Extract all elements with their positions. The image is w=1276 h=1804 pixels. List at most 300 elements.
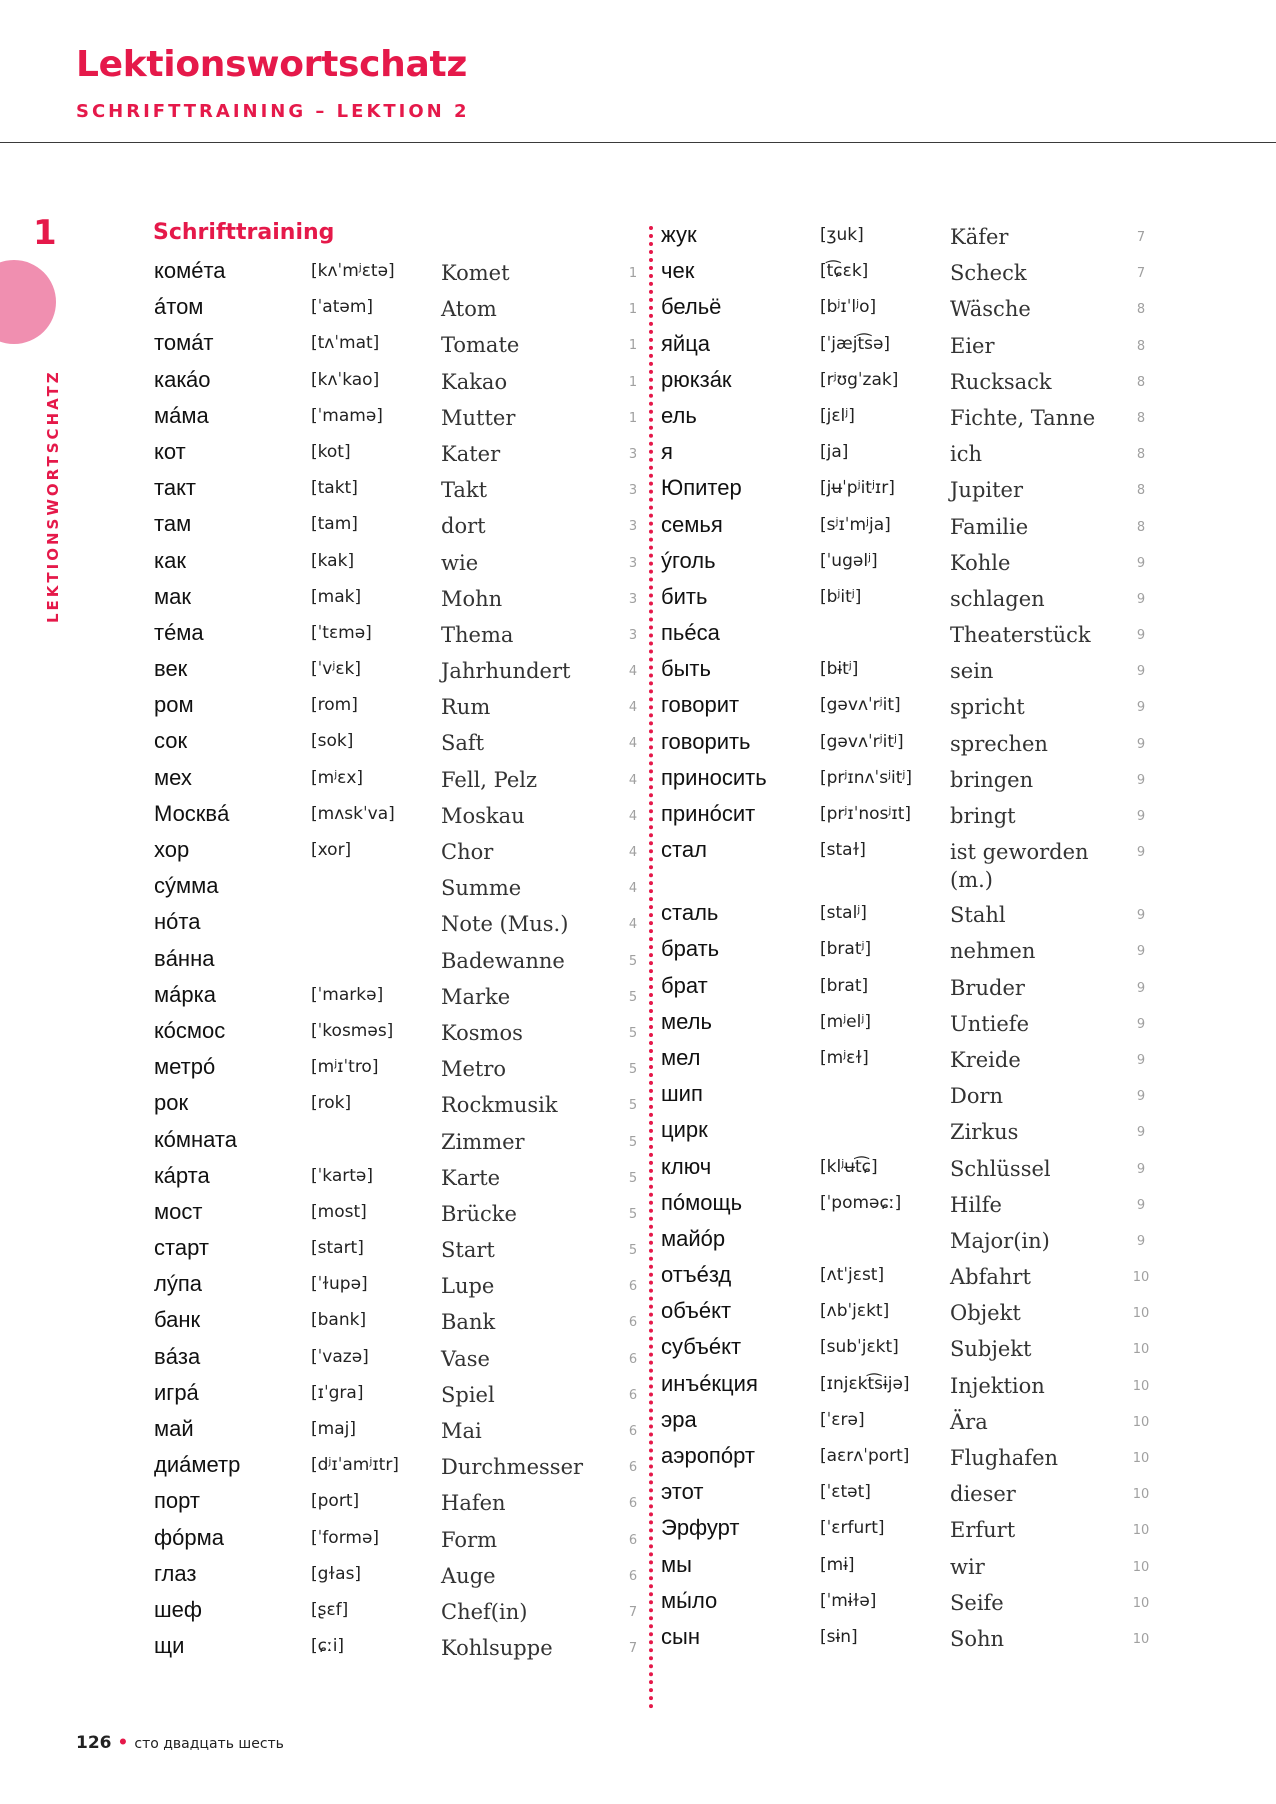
german-translation: Abfahrt — [950, 1265, 1031, 1290]
ipa-transcription: [brat] — [820, 975, 869, 996]
german-translation: Scheck — [950, 261, 1027, 286]
lesson-number: 9 — [1136, 736, 1146, 752]
russian-word: ром — [154, 692, 194, 718]
russian-word: ключ — [661, 1153, 712, 1179]
vocab-entry — [154, 1342, 644, 1378]
ipa-transcription: [tʌˈmat] — [311, 333, 380, 354]
russian-word: нóта — [154, 909, 201, 935]
lesson-number: 5 — [628, 1025, 638, 1041]
lesson-number: 9 — [1136, 845, 1146, 861]
ipa-transcription: [xor] — [311, 840, 352, 860]
german-translation: bringt — [950, 804, 1016, 828]
vocab-entry — [154, 1378, 644, 1414]
vocab-entry — [661, 1296, 1161, 1332]
vocab-entry — [661, 898, 1161, 934]
german-translation: Rockmusik — [441, 1093, 558, 1118]
vocab-entry — [154, 618, 644, 654]
russian-word: инъéкция — [661, 1370, 758, 1396]
german-translation: Note (Mus.) — [441, 912, 569, 937]
lesson-number: 8 — [1136, 483, 1146, 499]
german-translation: Injektion — [950, 1373, 1045, 1398]
ipa-transcription: [ˈkartə] — [311, 1165, 374, 1186]
vocab-entry — [154, 1161, 644, 1197]
russian-word: шип — [661, 1081, 703, 1107]
russian-word: этот — [661, 1479, 704, 1505]
lesson-number: 10 — [1132, 1451, 1150, 1466]
vocab-entry — [661, 256, 1161, 292]
ipa-transcription: [ˈvʲɛk] — [311, 659, 362, 680]
lesson-number: 9 — [1136, 980, 1146, 996]
lesson-number: 9 — [1136, 944, 1146, 960]
ipa-transcription: [ɪnjɛkt͡sɨjə] — [820, 1373, 910, 1394]
german-translation: spricht — [950, 695, 1025, 720]
lesson-number: 6 — [628, 1496, 638, 1512]
russian-word: кóмната — [154, 1126, 237, 1152]
vocab-entry — [154, 1052, 644, 1088]
lesson-number: 7 — [1136, 266, 1146, 282]
lesson-number: 6 — [628, 1532, 638, 1548]
german-translation: Rum — [441, 695, 491, 720]
lesson-number: 1 — [628, 410, 638, 426]
page-number-words: сто двадцать шесть — [134, 1736, 284, 1752]
ipa-transcription: [t͡ɕɛk] — [820, 261, 869, 282]
lesson-number: 4 — [628, 917, 638, 933]
lesson-number: 1 — [628, 338, 638, 354]
lesson-number: 10 — [1132, 1595, 1150, 1611]
ipa-transcription: [gəvʌˈrʲit] — [820, 695, 901, 716]
vocab-entry — [661, 1079, 1161, 1115]
ipa-transcription: [ja] — [820, 442, 849, 463]
lesson-number: 6 — [628, 1279, 638, 1295]
german-translation: Brücke — [441, 1201, 517, 1226]
vocab-entry — [661, 835, 1161, 898]
vocab-entry — [154, 799, 644, 835]
lesson-number: 8 — [1136, 447, 1146, 463]
ipa-transcription: [sɨn] — [820, 1626, 858, 1647]
vocab-entry — [154, 437, 644, 473]
ipa-transcription: [prʲɪnʌˈsʲitʲ] — [820, 767, 913, 788]
german-translation: Form — [441, 1527, 498, 1552]
lesson-number: 5 — [628, 953, 638, 969]
vocab-entry — [154, 582, 644, 618]
ipa-transcription: [bratʲ] — [820, 939, 872, 960]
russian-word: ель — [661, 402, 697, 428]
vocab-entry — [661, 1043, 1161, 1079]
russian-word: сын — [661, 1623, 700, 1649]
vocab-entry — [154, 1631, 644, 1667]
lesson-number: 10 — [1132, 1559, 1150, 1575]
german-translation: Familie — [950, 514, 1029, 539]
german-translation: Marke — [441, 984, 511, 1009]
german-translation: Fichte, Tanne — [950, 405, 1096, 430]
lesson-number: 9 — [1136, 1016, 1146, 1032]
german-translation: Theaterstück — [950, 623, 1091, 648]
lesson-number: 4 — [628, 845, 638, 860]
russian-word: вáнна — [154, 945, 215, 971]
vocab-entry — [661, 329, 1161, 365]
vocab-entry — [154, 328, 644, 364]
lesson-number: 9 — [1136, 555, 1146, 571]
ipa-transcription: [aɛrʌˈport] — [820, 1446, 910, 1466]
ipa-transcription: [rok] — [311, 1093, 352, 1114]
vocab-entry — [661, 727, 1161, 763]
lesson-number: 5 — [628, 1098, 638, 1114]
german-translation: Saft — [441, 731, 485, 756]
russian-word: объéкт — [661, 1298, 732, 1324]
vocab-entry — [154, 473, 644, 509]
vocab-entry — [154, 401, 644, 437]
vocab-entry — [661, 1224, 1161, 1260]
vocab-entry — [661, 1513, 1161, 1549]
german-translation: Karte — [441, 1165, 501, 1190]
russian-word: мель — [661, 1008, 712, 1034]
vocab-entry — [661, 1441, 1161, 1477]
russian-word: кáрта — [154, 1162, 210, 1188]
russian-word: цирк — [661, 1117, 708, 1143]
ipa-transcription: [subˈjɛkt] — [820, 1337, 899, 1358]
russian-word: бельё — [661, 294, 722, 320]
vocab-entry — [154, 509, 644, 545]
lesson-number: 1 — [628, 266, 638, 281]
ipa-transcription: [start] — [311, 1238, 364, 1259]
russian-word: диáметр — [154, 1452, 241, 1478]
russian-word: мост — [154, 1198, 203, 1224]
german-translation: Rucksack — [950, 369, 1052, 394]
vocab-entry — [154, 1559, 644, 1595]
russian-word: чек — [661, 258, 695, 284]
russian-word: мы́ло — [661, 1587, 718, 1613]
vocab-entry — [154, 1414, 644, 1450]
ipa-transcription: [bɨtʲ] — [820, 659, 859, 680]
german-translation: Durchmesser — [441, 1455, 584, 1480]
chapter-number: 1 — [33, 213, 57, 253]
lesson-number: 3 — [628, 483, 638, 499]
ipa-transcription: [ˈformə] — [311, 1527, 380, 1548]
lesson-number: 9 — [1136, 772, 1146, 788]
german-translation: Atom — [441, 297, 497, 322]
column-divider — [649, 226, 653, 1710]
vocab-entry — [661, 690, 1161, 726]
german-translation: Thema — [441, 622, 514, 647]
german-translation: wir — [950, 1554, 985, 1579]
russian-word: рок — [154, 1090, 189, 1116]
lesson-number: 7 — [628, 1604, 638, 1620]
ipa-transcription: [ˈmamə] — [311, 405, 383, 426]
german-translation: Seife — [950, 1590, 1004, 1615]
lesson-number: 3 — [628, 627, 638, 643]
german-translation: Auge — [441, 1563, 496, 1588]
ipa-transcription: [bʲitʲ] — [820, 586, 862, 607]
russian-word: такт — [154, 475, 197, 501]
ipa-transcription: [klʲʉt͡ɕ] — [820, 1156, 878, 1177]
vocab-entry — [661, 582, 1161, 618]
ipa-transcription: [tam] — [311, 514, 358, 535]
russian-word: пóмощь — [661, 1189, 743, 1215]
lesson-number: 7 — [1136, 230, 1146, 245]
vocab-entry — [154, 726, 644, 762]
lesson-number: 9 — [1136, 1161, 1146, 1177]
lesson-number: 1 — [628, 302, 638, 318]
russian-word: там — [154, 511, 192, 537]
vocab-entry — [661, 292, 1161, 328]
vocab-entry — [661, 654, 1161, 690]
page-number: 126 — [76, 1733, 112, 1753]
vocab-entry — [154, 835, 644, 871]
german-translation: Dorn — [950, 1084, 1004, 1109]
german-translation: Start — [441, 1238, 495, 1263]
german-translation: Summe — [441, 876, 522, 901]
german-translation: wie — [441, 550, 479, 575]
russian-word: Москвá — [154, 800, 230, 826]
vocab-entry — [661, 1188, 1161, 1224]
vocab-entry — [154, 365, 644, 401]
german-translation: Stahl — [950, 903, 1006, 928]
vocab-entry — [661, 365, 1161, 401]
german-translation: Mai — [441, 1419, 482, 1443]
vocab-entry — [154, 1305, 644, 1341]
russian-word: бить — [661, 583, 708, 609]
lesson-number: 3 — [628, 519, 638, 535]
lesson-number: 6 — [628, 1568, 638, 1584]
lesson-number: 1 — [628, 374, 638, 390]
russian-word: мак — [154, 583, 191, 609]
lesson-number: 6 — [628, 1460, 638, 1476]
german-translation: Tomate — [441, 333, 520, 358]
german-translation: Schlüssel — [950, 1156, 1051, 1181]
vocab-entry — [154, 1088, 644, 1124]
german-translation: nehmen — [950, 939, 1036, 964]
russian-word: жук — [661, 222, 697, 247]
vocab-entry — [661, 401, 1161, 437]
vocab-entry — [154, 1233, 644, 1269]
page-title: Lektionswortschatz — [76, 44, 468, 85]
vocab-entry — [661, 1405, 1161, 1441]
german-translation: Chor — [441, 840, 494, 864]
ipa-transcription: [ʂɛf] — [311, 1599, 349, 1620]
footer-bullet: • — [117, 1733, 129, 1753]
lesson-number: 6 — [628, 1387, 638, 1403]
russian-word: какáо — [154, 366, 211, 392]
russian-word: щи — [154, 1633, 185, 1659]
lesson-number: 10 — [1132, 1270, 1150, 1286]
german-translation: Takt — [441, 478, 488, 503]
ipa-transcription: [mʲɛɫ] — [820, 1047, 869, 1068]
vocab-entry — [154, 944, 644, 980]
german-translation: Kosmos — [441, 1020, 523, 1045]
ipa-transcription: [takt] — [311, 478, 358, 499]
german-translation: Zimmer — [441, 1129, 525, 1154]
lesson-number: 3 — [628, 446, 638, 462]
lesson-number: 4 — [628, 664, 638, 680]
russian-word: кот — [154, 438, 186, 464]
vocab-entry — [154, 1450, 644, 1486]
ipa-transcription: [ʒuk] — [820, 225, 864, 245]
section-title: Schrifttraining — [153, 220, 335, 245]
german-translation: Objekt — [950, 1301, 1021, 1326]
ipa-transcription: [sok] — [311, 731, 354, 752]
german-translation: Bruder — [950, 975, 1025, 1000]
vocab-entry — [661, 618, 1161, 654]
vocab-entry — [154, 1486, 644, 1522]
ipa-transcription: [gəvʌˈrʲitʲ] — [820, 731, 904, 752]
lesson-number: 8 — [1136, 302, 1146, 318]
ipa-transcription: [kak] — [311, 550, 355, 571]
vocab-entry — [661, 546, 1161, 582]
russian-word: тéма — [154, 619, 204, 645]
russian-word: Юпитер — [661, 475, 742, 501]
ipa-transcription: [ˈtɛmə] — [311, 622, 372, 643]
ipa-transcription: [sʲɪˈmʲja] — [820, 514, 891, 535]
vocab-entry — [661, 1115, 1161, 1151]
russian-word: быть — [661, 656, 711, 682]
german-translation: Metro — [441, 1057, 507, 1082]
lesson-number: 9 — [1136, 1197, 1146, 1213]
ipa-transcription: [ˈugəlʲ] — [820, 550, 878, 571]
lesson-number: 9 — [1136, 1233, 1146, 1249]
vocab-entry — [154, 256, 644, 292]
german-translation: Lupe — [441, 1274, 495, 1299]
ipa-transcription: [jʉˈpʲitʲɪr] — [820, 478, 895, 499]
german-translation: sprechen — [950, 731, 1048, 756]
vocab-entry — [154, 907, 644, 943]
russian-word: áтом — [154, 294, 204, 320]
lesson-number: 9 — [1136, 1089, 1146, 1105]
russian-word: май — [154, 1416, 194, 1441]
russian-word: говорит — [661, 692, 740, 718]
ipa-transcription: [prʲɪˈnosʲɪt] — [820, 804, 911, 824]
russian-word: порт — [154, 1488, 200, 1514]
russian-word: Эрфурт — [661, 1515, 740, 1541]
vocab-entry — [154, 292, 644, 328]
vocab-entry — [661, 1152, 1161, 1188]
vocab-entry — [661, 1260, 1161, 1296]
russian-word: ýголь — [661, 547, 716, 573]
russian-word: мех — [154, 764, 192, 790]
vocab-entry — [661, 1550, 1161, 1586]
german-translation: Bank — [441, 1310, 496, 1335]
russian-word: игрá — [154, 1379, 199, 1405]
lesson-number: 8 — [1136, 410, 1146, 426]
russian-word: эра — [661, 1406, 697, 1432]
russian-word: старт — [154, 1235, 209, 1261]
header-divider — [0, 142, 1276, 143]
vocab-entry — [154, 1197, 644, 1233]
vocab-entry — [661, 510, 1161, 546]
vocab-entry — [661, 1622, 1161, 1658]
german-translation: Erfurt — [950, 1518, 1016, 1543]
vocab-entry — [154, 1595, 644, 1631]
ipa-transcription: [rom] — [311, 695, 358, 716]
ipa-transcription: [bank] — [311, 1310, 367, 1331]
vocab-entry — [661, 220, 1161, 256]
vocab-entry — [661, 473, 1161, 509]
lesson-number: 10 — [1132, 1487, 1150, 1503]
vocab-entry — [154, 1016, 644, 1052]
ipa-transcription: [mɨ] — [820, 1554, 855, 1575]
russian-word: аэропóрт — [661, 1443, 755, 1468]
ipa-transcription: [kʌˈmʲɛtə] — [311, 261, 395, 281]
ipa-transcription: [ˈɛrə] — [820, 1409, 865, 1430]
ipa-transcription: [mʲelʲ] — [820, 1011, 871, 1032]
side-label-vertical: LEKTIONSWORTSCHATZ — [44, 369, 62, 623]
lesson-number: 4 — [628, 772, 638, 788]
lesson-number: 5 — [628, 1170, 638, 1186]
lesson-number: 10 — [1132, 1631, 1150, 1647]
ipa-transcription: [ˈvazə] — [311, 1346, 369, 1367]
russian-word: банк — [154, 1307, 201, 1333]
ipa-transcription: [bʲɪˈlʲo] — [820, 297, 877, 318]
german-translation: Mohn — [441, 586, 503, 611]
lesson-number: 10 — [1132, 1414, 1150, 1430]
lesson-number: 9 — [1136, 809, 1146, 824]
vocab-entry — [661, 1369, 1161, 1405]
russian-word: говорить — [661, 728, 751, 754]
russian-word: шеф — [154, 1596, 202, 1622]
russian-word: мáма — [154, 402, 209, 428]
german-translation: Wäsche — [950, 297, 1031, 322]
vocab-entry — [661, 799, 1161, 835]
lesson-number: 9 — [1136, 1125, 1146, 1141]
ipa-transcription: [mʲɪˈtro] — [311, 1057, 379, 1078]
lesson-number: 9 — [1136, 700, 1146, 716]
russian-word: кóсмос — [154, 1017, 226, 1043]
russian-word: принóсит — [661, 801, 756, 826]
russian-word: лýпа — [154, 1271, 202, 1297]
german-translation: Untiefe — [950, 1011, 1030, 1036]
german-translation: sein — [950, 659, 994, 684]
russian-word: комéта — [154, 258, 226, 283]
lesson-number: 6 — [628, 1424, 638, 1439]
russian-word: субъéкт — [661, 1334, 742, 1360]
ipa-transcription: [maj] — [311, 1419, 356, 1439]
lesson-number: 9 — [1136, 628, 1146, 644]
lesson-number: 8 — [1136, 338, 1146, 354]
vocab-entry — [661, 1332, 1161, 1368]
lesson-number: 10 — [1132, 1378, 1150, 1394]
ipa-transcription: [ˈjæjt͡sə] — [820, 333, 891, 354]
russian-word: семья — [661, 511, 723, 537]
ipa-transcription: [ˈmarkə] — [311, 984, 384, 1005]
vocabulary-column-right — [661, 220, 1161, 1658]
lesson-number: 9 — [1136, 591, 1146, 607]
russian-word: яйца — [661, 330, 711, 356]
vocab-entry — [154, 546, 644, 582]
lesson-number: 3 — [628, 555, 638, 571]
vocab-entry — [661, 934, 1161, 970]
page-footer — [76, 1733, 284, 1753]
vocab-entry — [154, 1523, 644, 1559]
lesson-number: 5 — [628, 1243, 638, 1259]
russian-word: фóрма — [154, 1524, 224, 1550]
russian-word: вáза — [154, 1343, 201, 1369]
lesson-number: 5 — [628, 1134, 638, 1150]
german-translation: Kohlsuppe — [441, 1636, 553, 1661]
russian-word: сталь — [661, 900, 719, 926]
lesson-number: 10 — [1132, 1342, 1150, 1358]
vocab-entry — [661, 1007, 1161, 1043]
russian-word: пьéса — [661, 620, 720, 646]
german-translation: Kater — [441, 441, 501, 466]
ipa-transcription: [ʌtˈjɛst] — [820, 1265, 885, 1286]
vocab-entry — [661, 763, 1161, 799]
ipa-transcription: [ʌbˈjɛkt] — [820, 1301, 890, 1322]
vocab-entry — [154, 871, 644, 907]
german-translation: Subjekt — [950, 1337, 1032, 1362]
russian-word: глаз — [154, 1560, 197, 1586]
german-translation: Eier — [950, 333, 995, 358]
ipa-transcription: [mʲɛx] — [311, 767, 364, 788]
russian-word: век — [154, 656, 188, 682]
